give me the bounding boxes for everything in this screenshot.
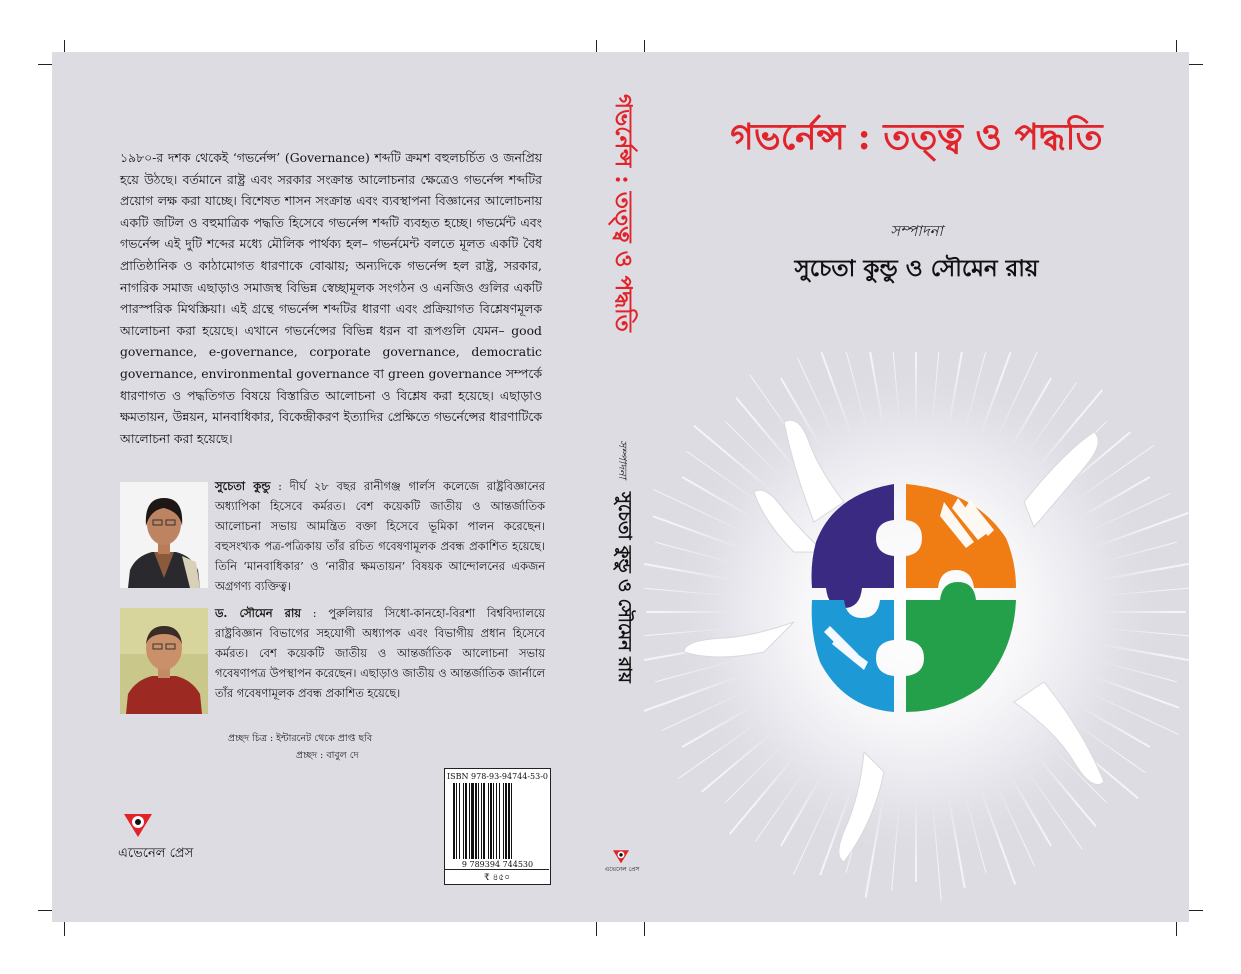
editor-names: সুচেতা কুন্ডু ও সৌমেন রায়: [794, 255, 1039, 282]
barcode-bar: [459, 783, 460, 859]
author-photo-sucheta: [120, 482, 208, 588]
barcode-digits: 9 789394 744530: [461, 860, 534, 869]
barcode-bar: [503, 783, 504, 859]
barcode-bar: [499, 783, 500, 859]
isbn-text: ISBN 978-93-94744-53-0: [446, 772, 549, 781]
spine-publisher-name: এভেনেল প্রেস: [604, 866, 640, 873]
back-blurb: ১৯৮০-র দশক থেকেই ‘গভর্নেন্স’ (Governance) শব্দটি ক্রমশ বহুলচর্চিত ও জনপ্রিয় হয়ে উঠছে। বর্তমানে রাষ্ট্র এবং সরকার সংক্রান্ত আলোচনার ক্ষেত্রেও গভর্নেন্স শব্দটির প্রয়োগ লক্ষ করা যাচ্ছে। বিশেষত শাসন সংক্রান্ত এবং ব্যবস্থাপনা বিজ্ঞানের আলোচনায় একটি জটিল ও বহুমাত্রিক পদ্ধতি হিসেবে গভর্নেন্স শব্দটি ব্যবহৃত হচ্ছে। গভর্মেন্ট এবং গভর্নেন্স এই দুটি শব্দের মধ্যে মৌলিক পার্থক্য হল– গভর্নমেন্ট বলতে মূলত একটি বৈধ প্রাতিষ্ঠানিক ও কাঠামোগত ধারণাকে বোঝায়; অন্যদিকে গভর্নেন্স হল রাষ্ট্র, সরকার, নাগরিক সমাজ এছাড়াও সমাজস্থ বিভিন্ন স্বেচ্ছামূলক সংগঠন ও এনজিও গুলির একটি পারস্পরিক মিথস্ক্রিয়া। এই গ্রন্থে গভর্নেন্স শব্দটির ধারণা এবং প্রক্রিয়াগত বিশ্লেষণমূলক আলোচনা করা হয়েছে। এখানে গভর্নেন্সের বিভিন্ন ধরন বা রূপগুলি যেমন– good governance, e-governance, corporate governance, democratic governance, environmental governance বা green governance সম্পর্কে ধারণাগত ও পদ্ধতিগত বিষয়ে বিস্তারিত আলোচনা ও বিশ্লেষ করা হয়েছে। এছাড়াও ক্ষমতায়ন, উন্নয়ন, মানবাধিকার, বিকেন্দ্রীকরণ ইত্যাদির প্রেক্ষিতে গভর্নেন্সের ধারণাটিকে আলোচনা করা হয়েছে।: [120, 150, 542, 446]
author-photo-soumen: [120, 608, 208, 714]
crop-mark: [38, 64, 52, 65]
barcode-bar: [463, 783, 464, 859]
cover-design-credit: প্রচ্ছদ : বাবুল দে: [296, 750, 359, 761]
barcode-bar: [508, 783, 510, 859]
barcode-bar: [490, 783, 492, 859]
barcode-bar: [478, 783, 479, 859]
barcode-bar: [481, 783, 482, 859]
spine: [600, 52, 644, 922]
crop-mark: [1189, 910, 1203, 911]
spine-title: গভর্নেন্স : তত্ত্ব ও পদ্ধতি: [610, 94, 637, 332]
author-bio-sucheta: [215, 476, 545, 596]
barcode-bar: [493, 783, 494, 859]
barcode-icon: [453, 783, 542, 859]
crop-mark: [1176, 922, 1177, 936]
publisher-name: এভেনেল প্রেস: [118, 846, 194, 861]
crop-mark: [1189, 64, 1203, 65]
crop-mark: [64, 922, 65, 936]
author-bio-text: : দীর্ঘ ২৮ বছর রানীগঞ্জ গার্লস কলেজে রাষ্ট্রবিজ্ঞানের অধ্যাপিকা হিসেবে কর্মরত। বেশ কয়েকটি জাতীয় ও আন্তর্জাতিক আলোচনা সভায় আমন্ত্রিত বক্তা হিসেবে ভূমিকা পালন করেছেন। বহুসংখ্যক পত্র-পত্রিকায় তাঁর রচিত গবেষণামূলক প্রবন্ধ প্রকাশিত হয়েছে। তিনি ‘মানবাধিকার’ ও ‘নারীর ক্ষমতায়ন’ বিষয়ক আন্দোলনের একজন অগ্রগণ্য ব্যক্তিত্ব।: [215, 479, 545, 593]
author-bio-text: : পুরুলিয়ার সিধো-কানহো-বিরশা বিশ্ববিদ্যালয়ে রাষ্ট্রবিজ্ঞান বিভাগের সহযোগী অধ্যাপক এবং বিভাগীয় প্রধান হিসেবে কর্মরত। বেশ কয়েকটি জাতীয় ও আন্তর্জাতিক আলোচনা সভায় গবেষণাপত্র উপস্থাপন করেছেন। এছাড়াও জাতীয় ও আন্তর্জাতিক জার্নালে তাঁর গবেষণামূলক প্রবন্ধ প্রকাশিত হয়েছে।: [215, 606, 545, 700]
barcode-bar: [453, 783, 455, 859]
front-cover: [644, 52, 1189, 922]
barcode-bar: [456, 783, 457, 859]
cover-image-credit: প্রচ্ছদ চিত্র : ইন্টারনেট থেকে প্রাপ্ত ছবি: [228, 733, 373, 744]
barcode-bar: [488, 783, 489, 859]
spine-editor-label: সম্পাদনা: [616, 440, 629, 479]
isbn-barcode-box: [444, 768, 551, 885]
book-title: গভর্নেন্স : তত্ত্ব ও পদ্ধতি: [730, 116, 1103, 158]
book-cover-sheet: [52, 52, 1189, 922]
barcode-bar: [471, 783, 474, 859]
crop-mark: [596, 922, 597, 936]
publisher-logo-icon: [122, 810, 154, 838]
barcode-bar: [496, 783, 497, 859]
author-name: সুচেতা কুন্ডু: [215, 479, 271, 493]
barcode-bar: [465, 783, 467, 859]
spine-publisher-logo-icon: [611, 848, 631, 864]
barcode-bar: [483, 783, 485, 859]
crop-mark: [644, 922, 645, 936]
price-label: ₹ ৪৫০: [445, 869, 549, 884]
barcode-bar: [469, 783, 470, 859]
barcode-bar: [505, 783, 507, 859]
back-cover: [52, 52, 600, 922]
spine-authors: সুচেতা কুন্ডু ও সৌমেন রায়: [614, 492, 635, 683]
editor-label: সম্পাদনা: [890, 222, 943, 240]
crop-mark: [38, 910, 52, 911]
author-name: ড. সৌমেন রায়: [215, 606, 301, 620]
barcode-bar: [475, 783, 477, 859]
barcode-bar: [511, 783, 512, 859]
puzzle-hands-illustration: [644, 352, 1189, 922]
author-bio-soumen: [215, 603, 545, 703]
